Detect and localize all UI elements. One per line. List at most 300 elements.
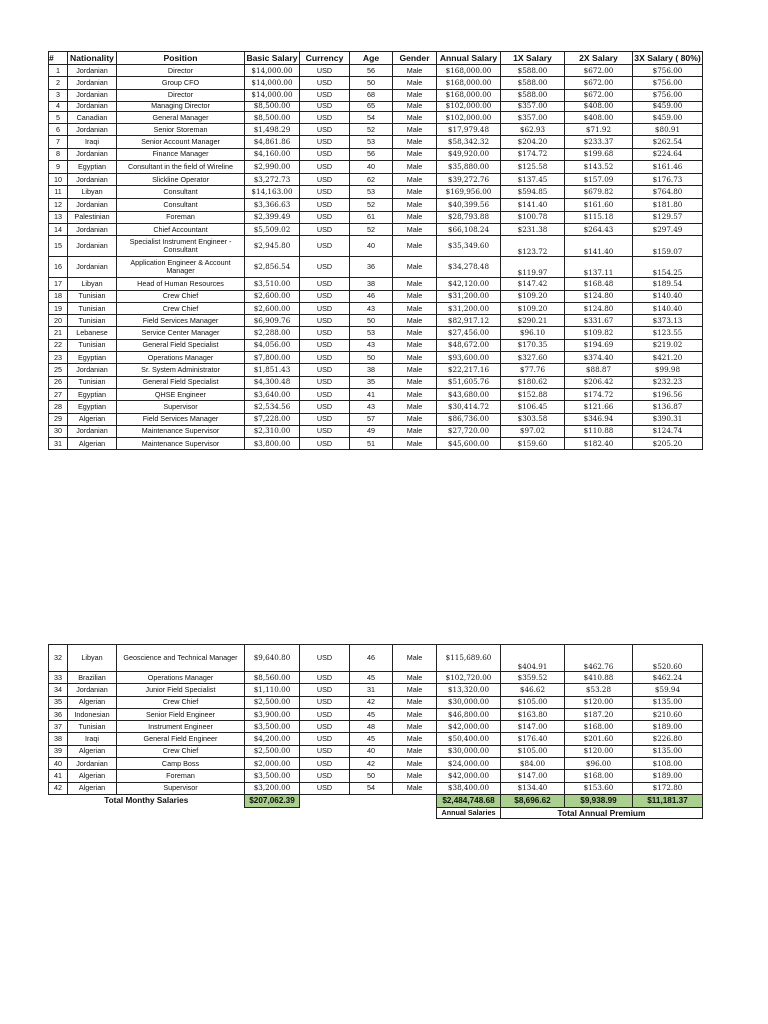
table-row <box>49 136 703 148</box>
currency-cell: USD <box>300 211 350 223</box>
basic-salary-cell: $14,000.00 <box>245 65 300 77</box>
currency-cell: USD <box>300 290 350 302</box>
table-row <box>49 315 703 327</box>
salary-2x-cell: $408.00 <box>565 111 633 123</box>
nationality-cell: Jordanian <box>68 124 117 136</box>
position-cell: Sr. System Administrator <box>117 364 245 376</box>
basic-salary-cell: $6,909.76 <box>245 315 300 327</box>
age-cell: 54 <box>350 782 393 794</box>
position-cell: Maintenance Supervisor <box>117 425 245 437</box>
annual-salary-cell: $30,414.72 <box>437 401 501 413</box>
position-cell: Senior Account Manager <box>117 136 245 148</box>
gender-cell: Male <box>393 770 437 782</box>
salary-3x-cell: $219.02 <box>633 339 703 351</box>
index-cell: 25 <box>49 364 68 376</box>
age-cell: 43 <box>350 302 393 314</box>
age-cell: 48 <box>350 721 393 733</box>
table-row <box>49 89 703 101</box>
position-cell: Foreman <box>117 770 245 782</box>
position-cell: General Field Engineer <box>117 733 245 745</box>
basic-salary-cell: $3,640.00 <box>245 388 300 400</box>
annual-salary-cell: $168,000.00 <box>437 77 501 89</box>
nationality-cell: Libyan <box>68 278 117 290</box>
position-cell: Geoscience and Technical Manager <box>117 645 245 672</box>
index-cell: 26 <box>49 376 68 388</box>
table-row <box>49 645 703 672</box>
salary-2x-cell: $672.00 <box>565 89 633 101</box>
gender-cell: Male <box>393 327 437 339</box>
age-cell: 45 <box>350 733 393 745</box>
nationality-cell: Tunisian <box>68 721 117 733</box>
nationality-cell: Tunisian <box>68 290 117 302</box>
salary-2x-cell: $194.69 <box>565 339 633 351</box>
gender-cell: Male <box>393 758 437 770</box>
position-cell: Slickline Operator <box>117 174 245 186</box>
salary-3x-cell: $232.23 <box>633 376 703 388</box>
header-cell: Nationality <box>68 52 117 65</box>
index-cell: 7 <box>49 136 68 148</box>
basic-salary-cell: $7,228.00 <box>245 413 300 425</box>
index-cell: 1 <box>49 65 68 77</box>
salary-3x-cell: $189.54 <box>633 278 703 290</box>
salary-1x-cell: $141.40 <box>501 199 565 211</box>
annual-salary-cell: $168,000.00 <box>437 89 501 101</box>
salary-3x-cell: $189.00 <box>633 721 703 733</box>
age-cell: 40 <box>350 161 393 174</box>
currency-cell: USD <box>300 352 350 364</box>
index-cell: 35 <box>49 696 68 708</box>
nationality-cell: Tunisian <box>68 339 117 351</box>
nationality-cell: Jordanian <box>68 199 117 211</box>
nationality-cell: Jordanian <box>68 148 117 160</box>
annual-salary-cell: $30,000.00 <box>437 745 501 757</box>
table-row <box>49 352 703 364</box>
gender-cell: Male <box>393 352 437 364</box>
salary-2x-cell: $233.37 <box>565 136 633 148</box>
nationality-cell: Algerian <box>68 696 117 708</box>
salary-2x-cell: $120.00 <box>565 745 633 757</box>
index-cell: 5 <box>49 111 68 123</box>
index-cell: 28 <box>49 401 68 413</box>
basic-salary-cell: $3,510.00 <box>245 278 300 290</box>
header-cell: Annual Salary <box>437 52 501 65</box>
annual-salary-cell: $46,800.00 <box>437 708 501 720</box>
nationality-cell: Canadian <box>68 111 117 123</box>
index-cell: 12 <box>49 199 68 211</box>
annual-salary-cell: $40,399.56 <box>437 199 501 211</box>
table-row <box>49 148 703 160</box>
nationality-cell: Lebanese <box>68 327 117 339</box>
table-row <box>49 186 703 199</box>
position-cell: Application Engineer & Account Manager <box>117 257 245 278</box>
table-row <box>49 223 703 235</box>
currency-cell: USD <box>300 401 350 413</box>
index-cell: 10 <box>49 174 68 186</box>
nationality-cell: Jordanian <box>68 77 117 89</box>
salary-3x-cell: $196.56 <box>633 388 703 400</box>
currency-cell: USD <box>300 257 350 278</box>
salary-1x-cell: $174.72 <box>501 148 565 160</box>
gender-cell: Male <box>393 174 437 186</box>
currency-cell: USD <box>300 223 350 235</box>
annual-salary-cell: $169,956.00 <box>437 186 501 199</box>
age-cell: 68 <box>350 89 393 101</box>
salary-3x-cell: $459.00 <box>633 111 703 123</box>
header-cell: # <box>49 52 68 65</box>
currency-cell: USD <box>300 186 350 199</box>
index-cell: 37 <box>49 721 68 733</box>
annual-salary-cell: $30,000.00 <box>437 696 501 708</box>
currency-cell: USD <box>300 136 350 148</box>
basic-salary-cell: $1,498.29 <box>245 124 300 136</box>
nationality-cell: Jordanian <box>68 257 117 278</box>
annual-salary-cell: $93,600.00 <box>437 352 501 364</box>
currency-cell: USD <box>300 89 350 101</box>
table-row <box>49 278 703 290</box>
basic-salary-cell: $1,851.43 <box>245 364 300 376</box>
table-row <box>49 376 703 388</box>
position-cell: Operations Manager <box>117 672 245 684</box>
salary-3x-cell: $205.20 <box>633 438 703 450</box>
annual-salary-cell: $49,920.00 <box>437 148 501 160</box>
gender-cell: Male <box>393 401 437 413</box>
salary-1x-cell: $147.00 <box>501 721 565 733</box>
salary-3x-cell: $189.00 <box>633 770 703 782</box>
index-cell: 42 <box>49 782 68 794</box>
salary-1x-cell: $163.80 <box>501 708 565 720</box>
position-cell: Director <box>117 89 245 101</box>
annual-salary-cell: $82,917.12 <box>437 315 501 327</box>
basic-salary-cell: $2,399.49 <box>245 211 300 223</box>
currency-cell: USD <box>300 645 350 672</box>
salary-1x-cell: $84.00 <box>501 758 565 770</box>
gender-cell: Male <box>393 425 437 437</box>
nationality-cell: Palestinian <box>68 211 117 223</box>
gender-cell: Male <box>393 413 437 425</box>
currency-cell: USD <box>300 696 350 708</box>
position-cell: QHSE Engineer <box>117 388 245 400</box>
header-row <box>49 52 703 65</box>
salary-3x-cell: $159.07 <box>633 236 703 257</box>
table-row <box>49 65 703 77</box>
salary-1x-cell: $147.42 <box>501 278 565 290</box>
index-cell: 29 <box>49 413 68 425</box>
currency-cell: USD <box>300 733 350 745</box>
position-cell: Managing Director <box>117 101 245 111</box>
table-row <box>49 111 703 123</box>
nationality-cell: Iraqi <box>68 136 117 148</box>
salary-2x-cell: $109.82 <box>565 327 633 339</box>
nationality-cell: Libyan <box>68 645 117 672</box>
index-cell: 20 <box>49 315 68 327</box>
header-cell: Position <box>117 52 245 65</box>
currency-cell: USD <box>300 684 350 696</box>
currency-cell: USD <box>300 782 350 794</box>
age-cell: 50 <box>350 315 393 327</box>
salary-1x-cell: $588.00 <box>501 77 565 89</box>
salary-1x-cell: $119.97 <box>501 257 565 278</box>
gender-cell: Male <box>393 438 437 450</box>
salary-3x-cell: $129.57 <box>633 211 703 223</box>
basic-salary-cell: $1,110.00 <box>245 684 300 696</box>
position-cell: Junior Field Specialist <box>117 684 245 696</box>
salary-3x-cell: $124.74 <box>633 425 703 437</box>
salary-2x-cell: $168.00 <box>565 721 633 733</box>
position-cell: General Field Specialist <box>117 376 245 388</box>
salary-3x-cell: $161.46 <box>633 161 703 174</box>
salary-1x-cell: $46.62 <box>501 684 565 696</box>
currency-cell: USD <box>300 101 350 111</box>
position-cell: Field Services Manager <box>117 413 245 425</box>
salary-3x-cell: $756.00 <box>633 65 703 77</box>
age-cell: 40 <box>350 236 393 257</box>
basic-salary-cell: $3,366.63 <box>245 199 300 211</box>
nationality-cell: Tunisian <box>68 376 117 388</box>
salary-3x-cell: $172.80 <box>633 782 703 794</box>
position-cell: Field Services Manager <box>117 315 245 327</box>
basic-salary-cell: $3,800.00 <box>245 438 300 450</box>
currency-cell: USD <box>300 388 350 400</box>
salary-2x-cell: $124.80 <box>565 302 633 314</box>
basic-salary-cell: $3,900.00 <box>245 708 300 720</box>
age-cell: 43 <box>350 401 393 413</box>
salary-1x-cell: $134.40 <box>501 782 565 794</box>
position-cell: Specialist Instrument Engineer - Consultant <box>117 236 245 257</box>
salary-2x-cell: $96.00 <box>565 758 633 770</box>
salary-2x-cell: $168.00 <box>565 770 633 782</box>
salary-1x-cell: $357.00 <box>501 111 565 123</box>
age-cell: 41 <box>350 388 393 400</box>
salary-1x-cell: $290.21 <box>501 315 565 327</box>
currency-cell: USD <box>300 65 350 77</box>
annual-salary-cell: $24,000.00 <box>437 758 501 770</box>
salary-1x-cell: $123.72 <box>501 236 565 257</box>
nationality-cell: Egyptian <box>68 401 117 413</box>
header-cell: 2X Salary <box>565 52 633 65</box>
annual-salary-cell: $38,400.00 <box>437 782 501 794</box>
age-cell: 46 <box>350 645 393 672</box>
salary-3x-cell: $135.00 <box>633 745 703 757</box>
age-cell: 36 <box>350 257 393 278</box>
basic-salary-cell: $4,160.00 <box>245 148 300 160</box>
nationality-cell: Iraqi <box>68 733 117 745</box>
currency-cell: USD <box>300 721 350 733</box>
position-cell: Consultant in the field of Wireline <box>117 161 245 174</box>
header-cell: 3X Salary ( 80%) <box>634 53 701 63</box>
salary-1x-cell: $97.02 <box>501 425 565 437</box>
index-cell: 4 <box>49 101 68 111</box>
nationality-cell: Tunisian <box>68 302 117 314</box>
table-row <box>49 302 703 314</box>
index-cell: 3 <box>49 89 68 101</box>
gender-cell: Male <box>393 101 437 111</box>
table-row <box>49 438 703 450</box>
salary-2x-cell: $672.00 <box>565 77 633 89</box>
salary-1x-cell: $147.00 <box>501 770 565 782</box>
index-cell: 32 <box>49 645 68 672</box>
annual-salary-cell: $42,000.00 <box>437 770 501 782</box>
salary-1x-cell: $231.38 <box>501 223 565 235</box>
annual-salary-cell: $48,672.00 <box>437 339 501 351</box>
basic-salary-cell: $9,640.80 <box>245 645 300 672</box>
position-cell: Group CFO <box>117 77 245 89</box>
currency-cell: USD <box>300 174 350 186</box>
salary-3x-cell: $123.55 <box>633 327 703 339</box>
currency-cell: USD <box>300 745 350 757</box>
nationality-cell: Indonesian <box>68 708 117 720</box>
basic-salary-cell: $5,509.02 <box>245 223 300 235</box>
gender-cell: Male <box>393 223 437 235</box>
header-cell: Age <box>350 52 393 65</box>
age-cell: 53 <box>350 136 393 148</box>
currency-cell: USD <box>300 425 350 437</box>
nationality-cell: Brazilian <box>68 672 117 684</box>
salary-2x-cell: $346.94 <box>565 413 633 425</box>
table-row <box>49 327 703 339</box>
salary-1x-cell: $96.10 <box>501 327 565 339</box>
salary-2x-cell: $124.80 <box>565 290 633 302</box>
salary-3x-cell: $764.80 <box>633 186 703 199</box>
age-cell: 35 <box>350 376 393 388</box>
salary-3x-cell: $459.00 <box>633 101 703 111</box>
annual-salary-cell: $102,720.00 <box>437 672 501 684</box>
salary-1x-cell: $62.93 <box>501 124 565 136</box>
age-cell: 42 <box>350 696 393 708</box>
salary-1x-cell: $204.20 <box>501 136 565 148</box>
basic-salary-cell: $14,000.00 <box>245 77 300 89</box>
age-cell: 54 <box>350 111 393 123</box>
gender-cell: Male <box>393 236 437 257</box>
age-cell: 38 <box>350 278 393 290</box>
table-row <box>49 782 703 794</box>
salary-2x-cell: $110.88 <box>565 425 633 437</box>
position-cell: Foreman <box>117 211 245 223</box>
index-cell: 6 <box>49 124 68 136</box>
position-cell: Maintenance Supervisor <box>117 438 245 450</box>
basic-salary-cell: $2,500.00 <box>245 696 300 708</box>
table-row <box>49 413 703 425</box>
basic-salary-cell: $14,163.00 <box>245 186 300 199</box>
salary-2x-cell: $71.92 <box>565 124 633 136</box>
salary-2x-cell: $174.72 <box>565 388 633 400</box>
salary-3x-cell: $262.54 <box>633 136 703 148</box>
position-cell: Director <box>117 65 245 77</box>
nationality-cell: Jordanian <box>68 65 117 77</box>
position-cell: Senior Field Engineer <box>117 708 245 720</box>
salary-2x-cell: $264.43 <box>565 223 633 235</box>
annual-salary-cell: $35,349.60 <box>437 236 501 257</box>
currency-cell: USD <box>300 148 350 160</box>
salary-3x-cell: $226.80 <box>633 733 703 745</box>
gender-cell: Male <box>393 782 437 794</box>
table-row <box>49 708 703 720</box>
table-row <box>49 257 703 278</box>
table-row <box>49 77 703 89</box>
salary-2x-cell: $331.67 <box>565 315 633 327</box>
nationality-cell: Jordanian <box>68 236 117 257</box>
position-cell: Consultant <box>117 186 245 199</box>
gender-cell: Male <box>393 77 437 89</box>
index-cell: 22 <box>49 339 68 351</box>
gender-cell: Male <box>393 136 437 148</box>
currency-cell: USD <box>300 302 350 314</box>
basic-salary-cell: $3,200.00 <box>245 782 300 794</box>
index-cell: 27 <box>49 388 68 400</box>
salary-1x-cell: $159.60 <box>501 438 565 450</box>
gender-cell: Male <box>393 124 437 136</box>
table-row <box>49 101 703 111</box>
annual-salary-cell: $34,278.48 <box>437 257 501 278</box>
salary-1x-cell: $109.20 <box>501 290 565 302</box>
position-cell: Crew Chief <box>117 745 245 757</box>
gender-cell: Male <box>393 199 437 211</box>
salary-1x-cell: $125.58 <box>501 161 565 174</box>
salary-2x-cell: $168.48 <box>565 278 633 290</box>
age-cell: 50 <box>350 352 393 364</box>
currency-cell: USD <box>300 672 350 684</box>
total-3x-value: $11,181.37 <box>633 794 703 807</box>
gender-cell: Male <box>393 186 437 199</box>
index-cell: 40 <box>49 758 68 770</box>
gender-cell: Male <box>393 89 437 101</box>
total-1x-value: $8,696.62 <box>501 794 565 807</box>
salary-1x-cell: $105.00 <box>501 696 565 708</box>
salary-1x-cell: $105.00 <box>501 745 565 757</box>
nationality-cell: Jordanian <box>68 758 117 770</box>
salary-3x-cell: $136.87 <box>633 401 703 413</box>
index-cell: 17 <box>49 278 68 290</box>
annual-salary-cell: $43,680.00 <box>437 388 501 400</box>
total-annual-value: $2,484,748.68 <box>437 794 501 807</box>
annual-salary-cell: $58,342.32 <box>437 136 501 148</box>
position-cell: Supervisor <box>117 782 245 794</box>
annual-salary-cell: $45,600.00 <box>437 438 501 450</box>
salary-3x-cell: $140.40 <box>633 302 703 314</box>
salary-3x-cell: $135.00 <box>633 696 703 708</box>
currency-cell: USD <box>300 278 350 290</box>
age-cell: 62 <box>350 174 393 186</box>
basic-salary-cell: $2,945.80 <box>245 236 300 257</box>
annual-salary-cell: $168,000.00 <box>437 65 501 77</box>
header-cell: Basic Salary <box>246 53 298 63</box>
total-monthly-label: Total Monthy Salaries <box>104 796 189 806</box>
salary-3x-cell: $520.60 <box>633 645 703 672</box>
salary-2x-cell: $679.82 <box>565 186 633 199</box>
currency-cell: USD <box>300 339 350 351</box>
header-cell: Currency <box>300 52 350 65</box>
salary-2x-cell: $121.66 <box>565 401 633 413</box>
salary-1x-cell: $106.45 <box>501 401 565 413</box>
basic-salary-cell: $4,861.86 <box>245 136 300 148</box>
table-row <box>49 721 703 733</box>
annual-salary-cell: $86,736.00 <box>437 413 501 425</box>
gender-cell: Male <box>393 745 437 757</box>
nationality-cell: Libyan <box>68 186 117 199</box>
nationality-cell: Tunisian <box>68 315 117 327</box>
age-cell: 52 <box>350 223 393 235</box>
salary-2x-cell: $137.11 <box>565 257 633 278</box>
age-cell: 45 <box>350 708 393 720</box>
nationality-cell: Jordanian <box>68 223 117 235</box>
index-cell: 23 <box>49 352 68 364</box>
annual-salary-cell: $50,400.00 <box>437 733 501 745</box>
currency-cell: USD <box>300 438 350 450</box>
annual-salary-cell: $31,200.00 <box>437 290 501 302</box>
gender-cell: Male <box>393 672 437 684</box>
nationality-cell: Egyptian <box>68 161 117 174</box>
index-cell: 36 <box>49 708 68 720</box>
salary-3x-cell: $421.20 <box>633 352 703 364</box>
